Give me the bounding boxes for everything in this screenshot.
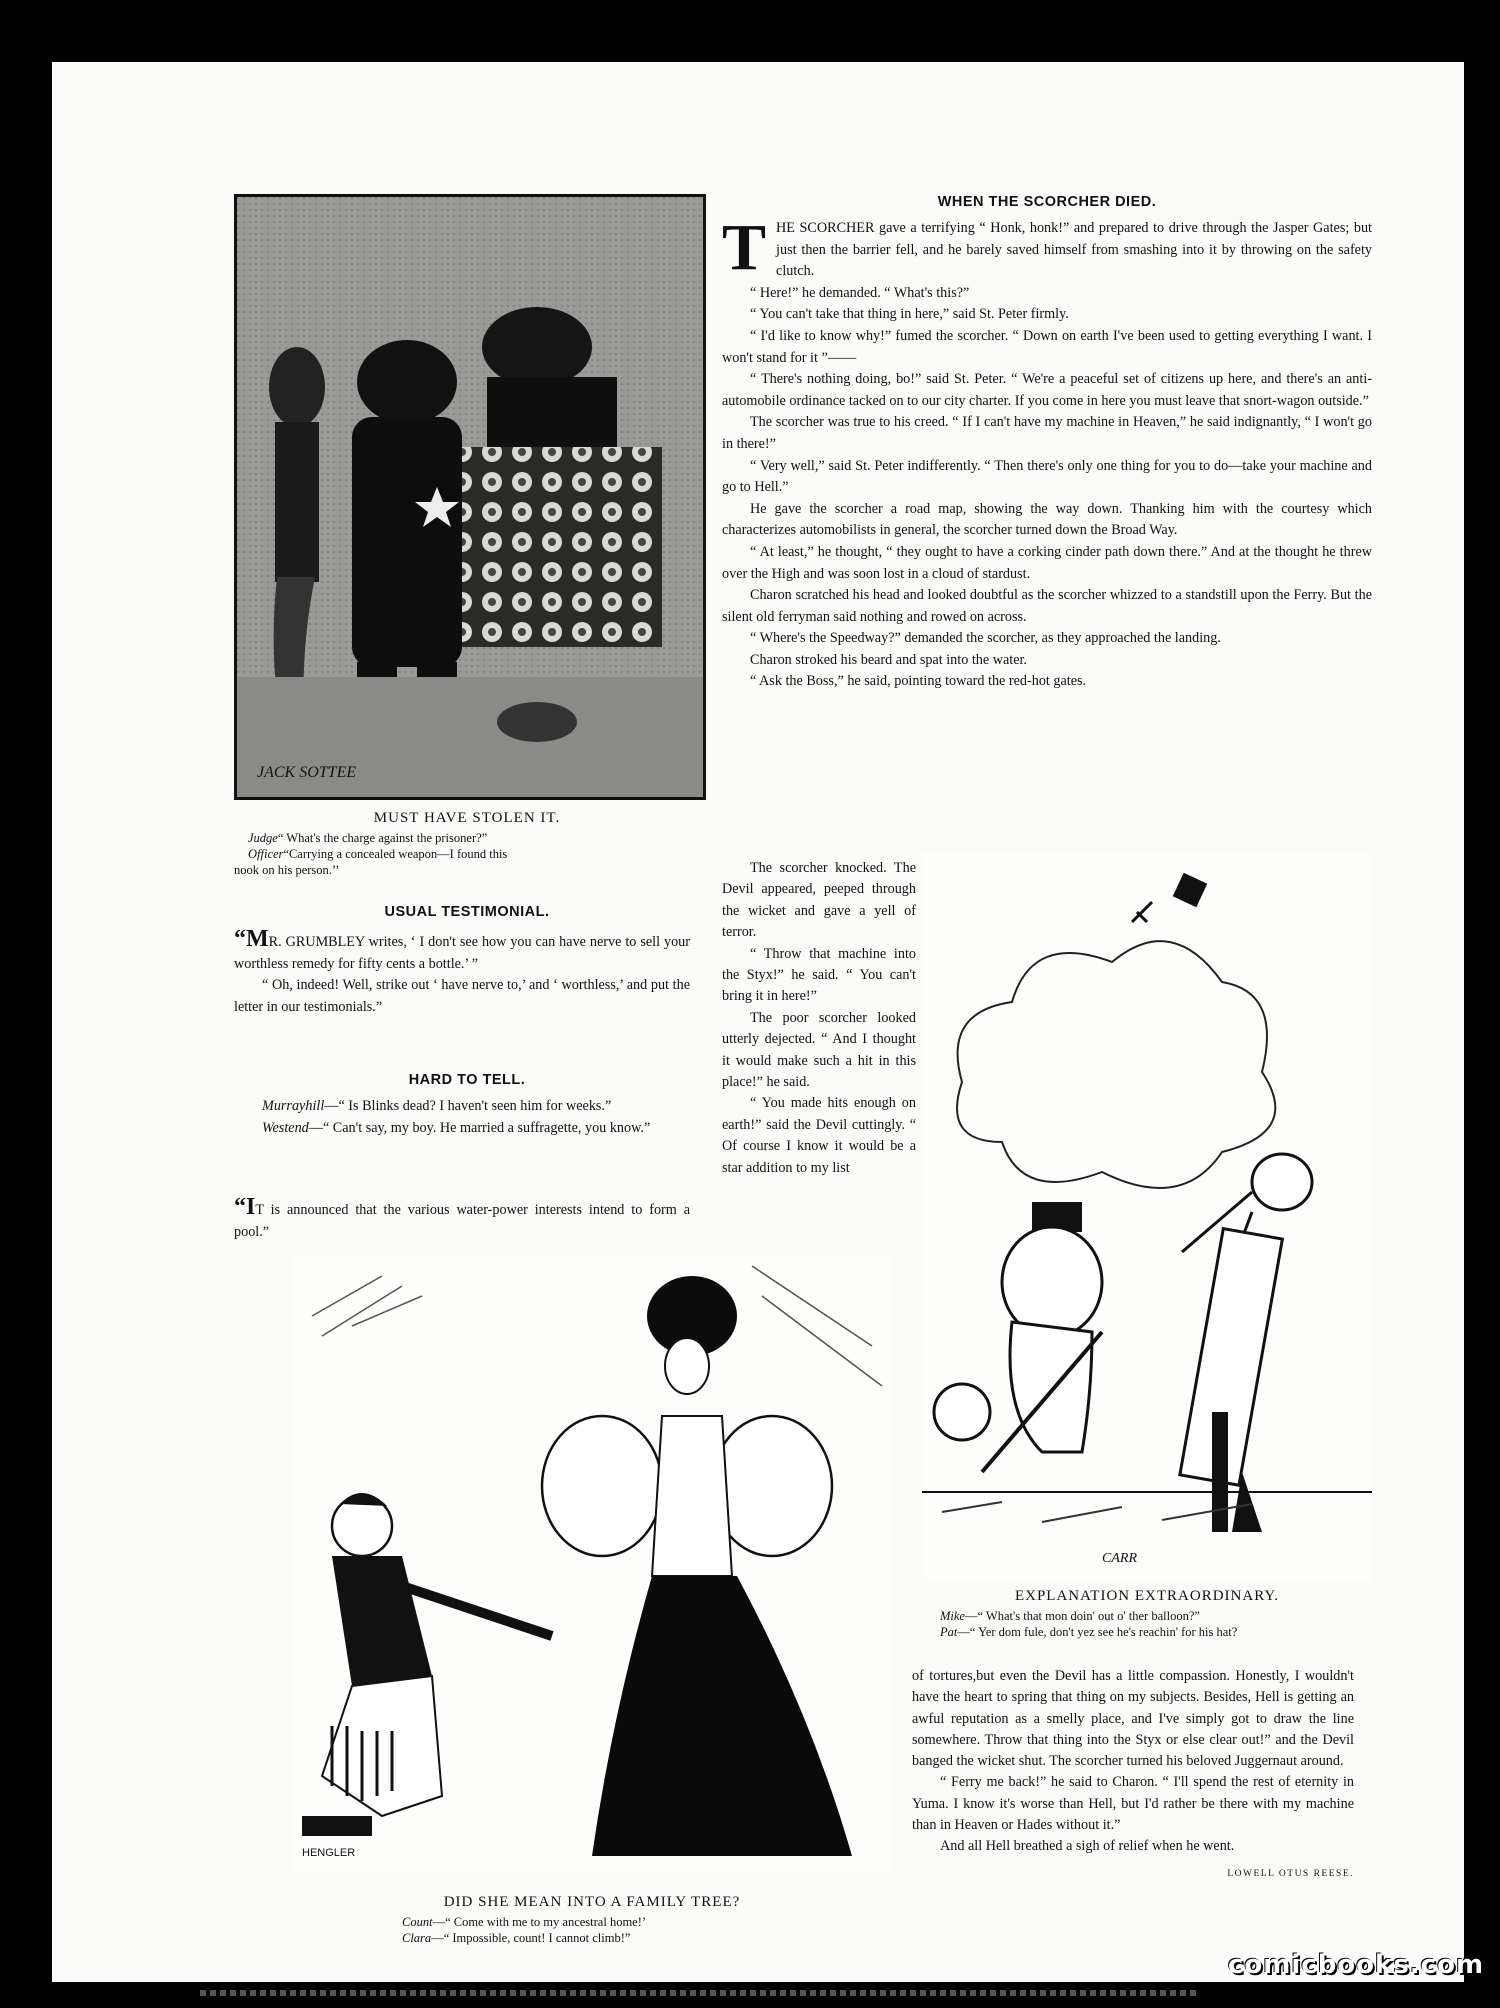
headline-usual-testimonial: USUAL TESTIMONIAL. <box>384 904 550 920</box>
speaker-name: Murrayhill <box>262 1098 325 1114</box>
paragraph: “ You made hits enough on earth!” said the Devil cuttingly. “ Of course I know it would be a star addition to my list <box>722 1095 916 1176</box>
paragraph: Charon scratched his head and looked doubtful as the scorcher whizzed to a standstill upon the Ferry. But the silent old ferryman said nothing and rowed on across. <box>722 587 1372 625</box>
footer-strip <box>200 1990 1200 1996</box>
paragraph <box>234 1118 690 1140</box>
author-signature: LOWELL OTUS REESE. <box>1227 1868 1354 1879</box>
headline-hard-to-tell: HARD TO TELL. <box>408 1072 526 1088</box>
lead-paragraph <box>722 211 1372 284</box>
paragraph: The scorcher knocked. The Devil appeared, peeped through the wicket and gave a yell of terror. <box>722 860 916 941</box>
paragraph <box>234 1194 690 1243</box>
fish-court-illustration <box>237 197 703 797</box>
paragraph-text: HE SCORCHER gave a terrifying “ Honk, honk!” and prepared to drive through the Jasper Gates; but just then the barrier fell, and he barely saved himself from smashing into it by throwing on the safety clutch. <box>776 220 1372 280</box>
caption-dialogue <box>234 830 700 878</box>
caption-line <box>248 830 700 846</box>
caption-dialogue <box>940 1608 1380 1640</box>
cartoon-must-have-stolen-it <box>234 194 706 800</box>
article-water-power <box>234 1194 690 1243</box>
caption-dialogue <box>402 1914 842 1946</box>
caption-title-must-have-stolen-it: MUST HAVE STOLEN IT. <box>373 810 561 826</box>
paragraph: of tortures,but even the Devil has a little compassion. Honestly, I wouldn't have the heart to spring that thing on my subjects. Besides, Hell is getting an awful reputation as a smelly place, and I've simply got to draw the line somewhere. Throw that thing into the Styx or else clear out!” and the Devil banged the wicket shut. The scorcher turned his beloved Juggernaut around. <box>912 1668 1354 1770</box>
caption-line <box>402 1930 842 1946</box>
article-scorcher-continued <box>912 1666 1354 1885</box>
cartoon-signature: CARR <box>1102 1551 1137 1566</box>
dialogue-text: —“ Yer dom fule, don't yez see he's reachin' for his hat? <box>957 1625 1238 1639</box>
speaker-name: Pat <box>940 1625 958 1639</box>
drop-cap: T <box>722 211 767 284</box>
quote-initial: “I <box>234 1194 256 1220</box>
article-usual-testimonial <box>234 926 690 1018</box>
speaker-name: Westend <box>262 1119 309 1136</box>
paragraph: “ I'd like to know why!” fumed the scorcher. “ Down on earth I've been used to getting everything I want. I won't stand for it ”—— <box>722 327 1372 366</box>
paragraph: “ Ask the Boss,” he said, pointing toward the red-hot gates. <box>750 673 1087 690</box>
paragraph: “ Throw that machine into the Styx!” he said. “ You can't bring it in here!” <box>722 945 916 1005</box>
count-clara-illustration <box>292 1256 892 1872</box>
paragraph: He gave the scorcher a road map, showing the way down. Thanking him with the courtesy which characterizes automobilists in general, the scorcher turned down the Broad Way. <box>722 500 1372 539</box>
dialogue-text: “ What's the charge against the prisoner?” <box>277 831 488 845</box>
dialogue-text: —“ Impossible, count! I cannot climb!” <box>431 1931 631 1945</box>
caption-line <box>940 1624 1380 1640</box>
magazine-page <box>52 62 1464 1982</box>
watermark: comicbooks.com <box>1228 1950 1485 1980</box>
cartoon-explanation-extraordinary <box>922 852 1372 1582</box>
paragraph: “ Oh, indeed! Well, strike out ‘ have nerve to,’ and ‘ worthless,’ and put the letter in our testimonials.” <box>234 977 690 1015</box>
speaker-name: Mike <box>940 1609 965 1623</box>
speaker-name: Clara <box>402 1931 432 1945</box>
paragraph: “ Very well,” said St. Peter indifferently. “ Then there's only one thing for you to do—take your machine and go to Hell.” <box>722 457 1372 496</box>
paragraph: “ You can't take that thing in here,” said St. Peter firmly. <box>750 306 1069 323</box>
paragraph: The scorcher was true to his creed. “ If I can't have my machine in Heaven,” he said indignantly, “ I won't go in there!” <box>722 414 1372 452</box>
quote-initial: “M <box>234 926 269 952</box>
paragraph-text: T is announced that the various water-power interests intend to form a pool.” <box>234 1202 690 1240</box>
caption-title-family-tree: DID SHE MEAN INTO A FAMILY TREE? <box>443 1894 741 1910</box>
paragraph-text: —“ Can't say, my boy. He married a suffragette, you know.” <box>308 1119 651 1136</box>
paragraph: “ Ferry me back!” he said to Charon. “ I'll spend the rest of eternity in Yuma. I know it's worse than Hell, but I'd rather be there with my machine than in Heaven or Hades without it.” <box>912 1774 1354 1834</box>
dialogue-text: nook on his person.’’ <box>234 863 340 877</box>
paragraph: “ At least,” he thought, “ they ought to have a corking cinder path down there.” And at the thought he threw over the High and was soon lost in a cloud of stardust. <box>722 543 1372 582</box>
paragraph: “ Where's the Speedway?” demanded the scorcher, as they approached the landing. <box>750 630 1221 647</box>
speaker-name: Judge <box>248 831 278 845</box>
article-scorcher <box>722 211 1372 693</box>
paragraph <box>234 1096 690 1118</box>
paragraph <box>234 926 690 975</box>
caption-line <box>402 1914 842 1930</box>
article-scorcher-narrow-column <box>722 858 916 1179</box>
caption-line <box>940 1608 1380 1624</box>
caption-title-explanation-extraordinary: EXPLANATION EXTRAORDINARY. <box>1014 1588 1280 1604</box>
cartoon-signature: HENGLER <box>302 1847 356 1859</box>
paragraph: And all Hell breathed a sigh of relief when he went. <box>940 1838 1235 1855</box>
dialogue-text: —“ Come with me to my ancestral home!’ <box>432 1915 647 1929</box>
dialogue-text: “Carrying a concealed weapon—I found this <box>283 847 508 861</box>
speaker-name: Officer <box>248 847 284 861</box>
paragraph: “ There's nothing doing, bo!” said St. Peter. “ We're a peaceful set of citizens up here, and there's an anti-automobile ordinance tacked on to our city charter. If you come in here you must leave that snort-wagon outside.” <box>722 371 1372 409</box>
paragraph-text: —“ Is Blinks dead? I haven't seen him for weeks.” <box>324 1098 612 1114</box>
paragraph: The poor scorcher looked utterly dejected. “ And I thought it would make such a hit in this place!” he said. <box>722 1009 916 1091</box>
paragraph-text: R. GRUMBLEY writes, ‘ I don't see how you can have nerve to sell your worthless remedy for fifty cents a bottle.’ ” <box>234 934 690 972</box>
dialogue-text: —“ What's that mon doin' out o' ther balloon?” <box>964 1609 1200 1623</box>
caption-line <box>248 846 700 862</box>
headline-when-the-scorcher-died: WHEN THE SCORCHER DIED. <box>937 194 1157 210</box>
cartoon-family-tree <box>292 1256 892 1872</box>
speaker-name: Count <box>402 1915 433 1929</box>
caption-line <box>234 862 700 878</box>
paragraph: Charon stroked his beard and spat into the water. <box>750 651 1027 668</box>
balloon-hat-illustration <box>922 852 1372 1582</box>
cartoon-signature: JACK SOTTEE <box>257 764 357 781</box>
paragraph: “ Here!” he demanded. “ What's this?” <box>750 284 970 301</box>
article-hard-to-tell <box>234 1096 690 1139</box>
